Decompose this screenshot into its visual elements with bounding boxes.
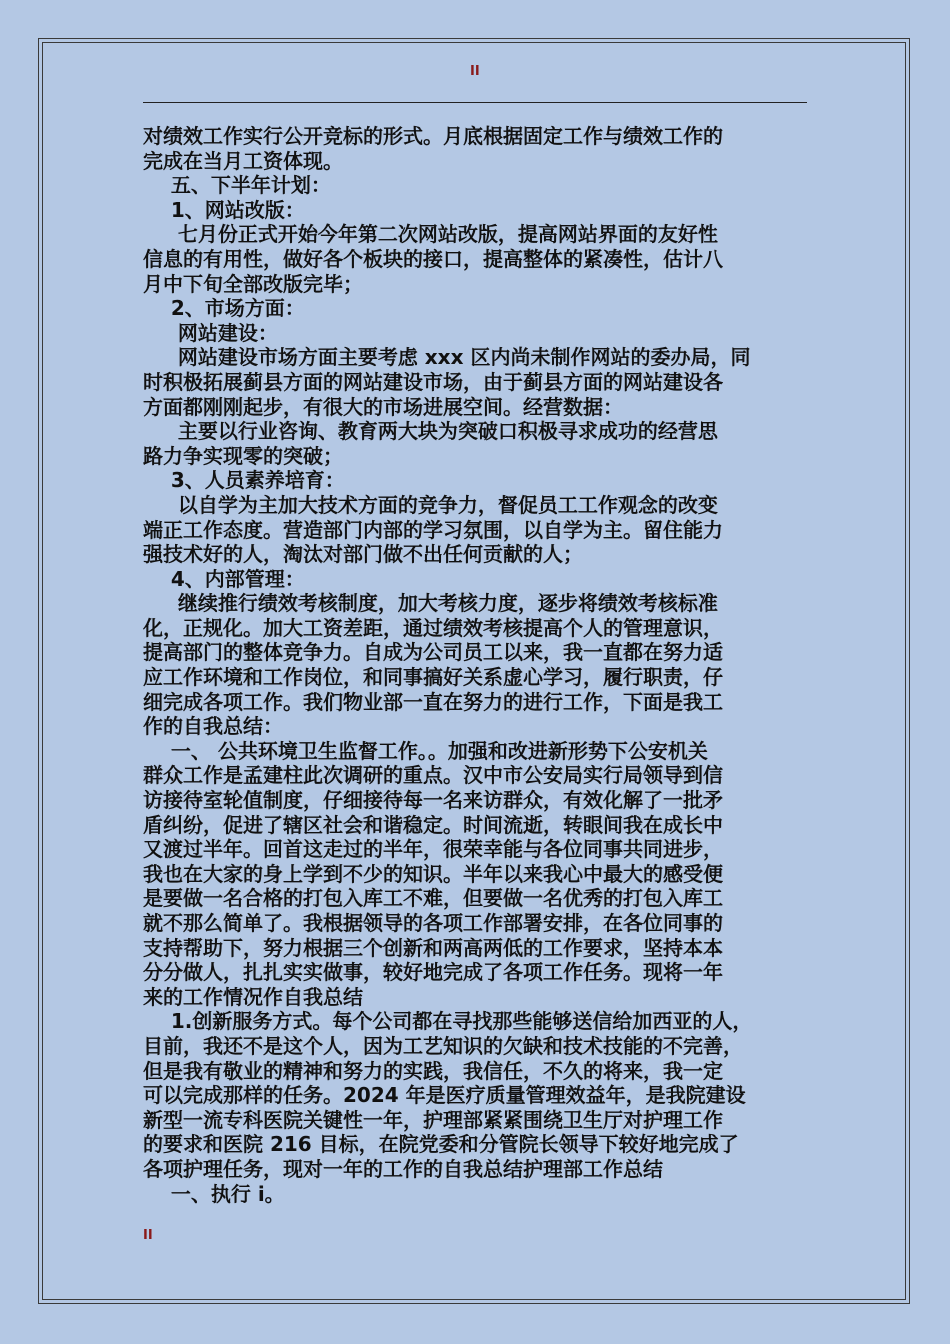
text-line: 端正工作态度。营造部门内部的学习氛围，以自学为主。留住能力 <box>143 517 723 542</box>
text-line: 七月份正式开始今年第二次网站改版，提高网站界面的友好性 <box>143 222 718 247</box>
text-line: 来的工作情况作自我总结 <box>143 984 363 1009</box>
text-line: 五、下半年计划： <box>143 173 331 198</box>
text-line: 群众工作是孟建柱此次调研的重点。汉中市公安局实行局领导到信 <box>143 763 723 788</box>
text-line: 目前，我还不是这个人，因为工艺知识的欠缺和技术技能的不完善， <box>143 1033 743 1058</box>
header-mark: II <box>470 64 480 79</box>
text-line: 新型一流专科医院关键性一年，护理部紧紧围绕卫生厅对护理工作 <box>143 1107 723 1132</box>
text-line: 的要求和医院 216 目标，在院党委和分管院长领导下较好地完成了 <box>143 1132 739 1157</box>
text-line: 是要做一名合格的打包入库工不难，但要做一名优秀的打包入库工 <box>143 886 723 911</box>
text-line: 但是我有敬业的精神和努力的实践，我信任，不久的将来，我一定 <box>143 1058 723 1083</box>
text-line: 4、内部管理： <box>143 566 305 591</box>
text-line: 强技术好的人，淘汰对部门做不出任何贡献的人； <box>143 542 583 567</box>
text-line: 作的自我总结： <box>143 714 283 739</box>
text-line: 信息的有用性，做好各个板块的接口，提高整体的紧凑性，估计八 <box>143 246 723 271</box>
text-line: 3、人员素养培育： <box>143 468 345 493</box>
text-line: 就不那么简单了。我根据领导的各项工作部署安排，在各位同事的 <box>143 911 723 935</box>
text-line: 1、网站改版： <box>143 197 305 222</box>
text-line: 化，正规化。加大工资差距，通过绩效考核提高个人的管理意识， <box>143 615 723 640</box>
text-line: 访接待室轮值制度，仔细接待每一名来访群众，有效化解了一批矛 <box>143 788 723 813</box>
text-line: 主要以行业咨询、教育两大块为突破口积极寻求成功的经营思 <box>143 419 718 444</box>
text-line: 继续推行绩效考核制度，加大考核力度，逐步将绩效考核标准 <box>143 591 718 616</box>
text-line: 以自学为主加大技术方面的竞争力，督促员工工作观念的改变 <box>143 492 718 517</box>
text-line: 1.创新服务方式。每个公司都在寻找那些能够送信给加西亚的人， <box>143 1009 753 1034</box>
text-line: 网站建设： <box>143 320 278 345</box>
footer-mark: II <box>143 1228 153 1243</box>
text-line: 可以完成那样的任务。2024 年是医疗质量管理效益年，是我院建设 <box>143 1083 746 1108</box>
text-line: 支持帮助下，努力根据三个创新和两高两低的工作要求，坚持本本 <box>143 935 723 960</box>
text-line: 细完成各项工作。我们物业部一直在努力的进行工作，下面是我工 <box>143 689 723 714</box>
text-line: 又渡过半年。回首这走过的半年，很荣幸能与各位同事共同进步， <box>143 837 723 862</box>
text-line: 对绩效工作实行公开竞标的形式。月底根据固定工作与绩效工作的 <box>143 124 723 148</box>
text-line: 2、市场方面： <box>143 296 305 321</box>
text-line: 一、 公共环境卫生监督工作。。加强和改进新形势下公安机关 <box>143 738 708 763</box>
text-line: 网站建设市场方面主要考虑 xxx 区内尚未制作网站的委办局，同 <box>143 345 751 370</box>
text-line: 提高部门的整体竞争力。自成为公司员工以来，我一直都在努力适 <box>143 640 723 665</box>
text-line: 完成在当月工资体现。 <box>143 148 343 173</box>
text-line: 分分做人，扎扎实实做事，较好地完成了各项工作任务。现将一年 <box>143 960 723 985</box>
text-line: 盾纠纷，促进了辖区社会和谐稳定。时间流逝，转眼间我在成长中 <box>143 812 723 837</box>
text-line: 应工作环境和工作岗位，和同事搞好关系虚心学习，履行职责，仔 <box>143 665 723 690</box>
header-rule <box>143 102 807 103</box>
text-line: 月中下旬全部改版完毕； <box>143 271 363 296</box>
text-line: 我也在大家的身上学到不少的知识。半年以来我心中最大的感受便 <box>143 861 723 886</box>
text-line: 一、执行 i。 <box>143 1181 285 1206</box>
document-body <box>143 124 815 1206</box>
text-line: 各项护理任务，现对一年的工作的自我总结护理部工作总结 <box>143 1156 663 1181</box>
text-line: 路力争实现零的突破； <box>143 443 343 468</box>
text-line: 时积极拓展蓟县方面的网站建设市场，由于蓟县方面的网站建设各 <box>143 369 723 394</box>
text-line: 方面都刚刚起步，有很大的市场进展空间。经营数据： <box>143 394 623 419</box>
